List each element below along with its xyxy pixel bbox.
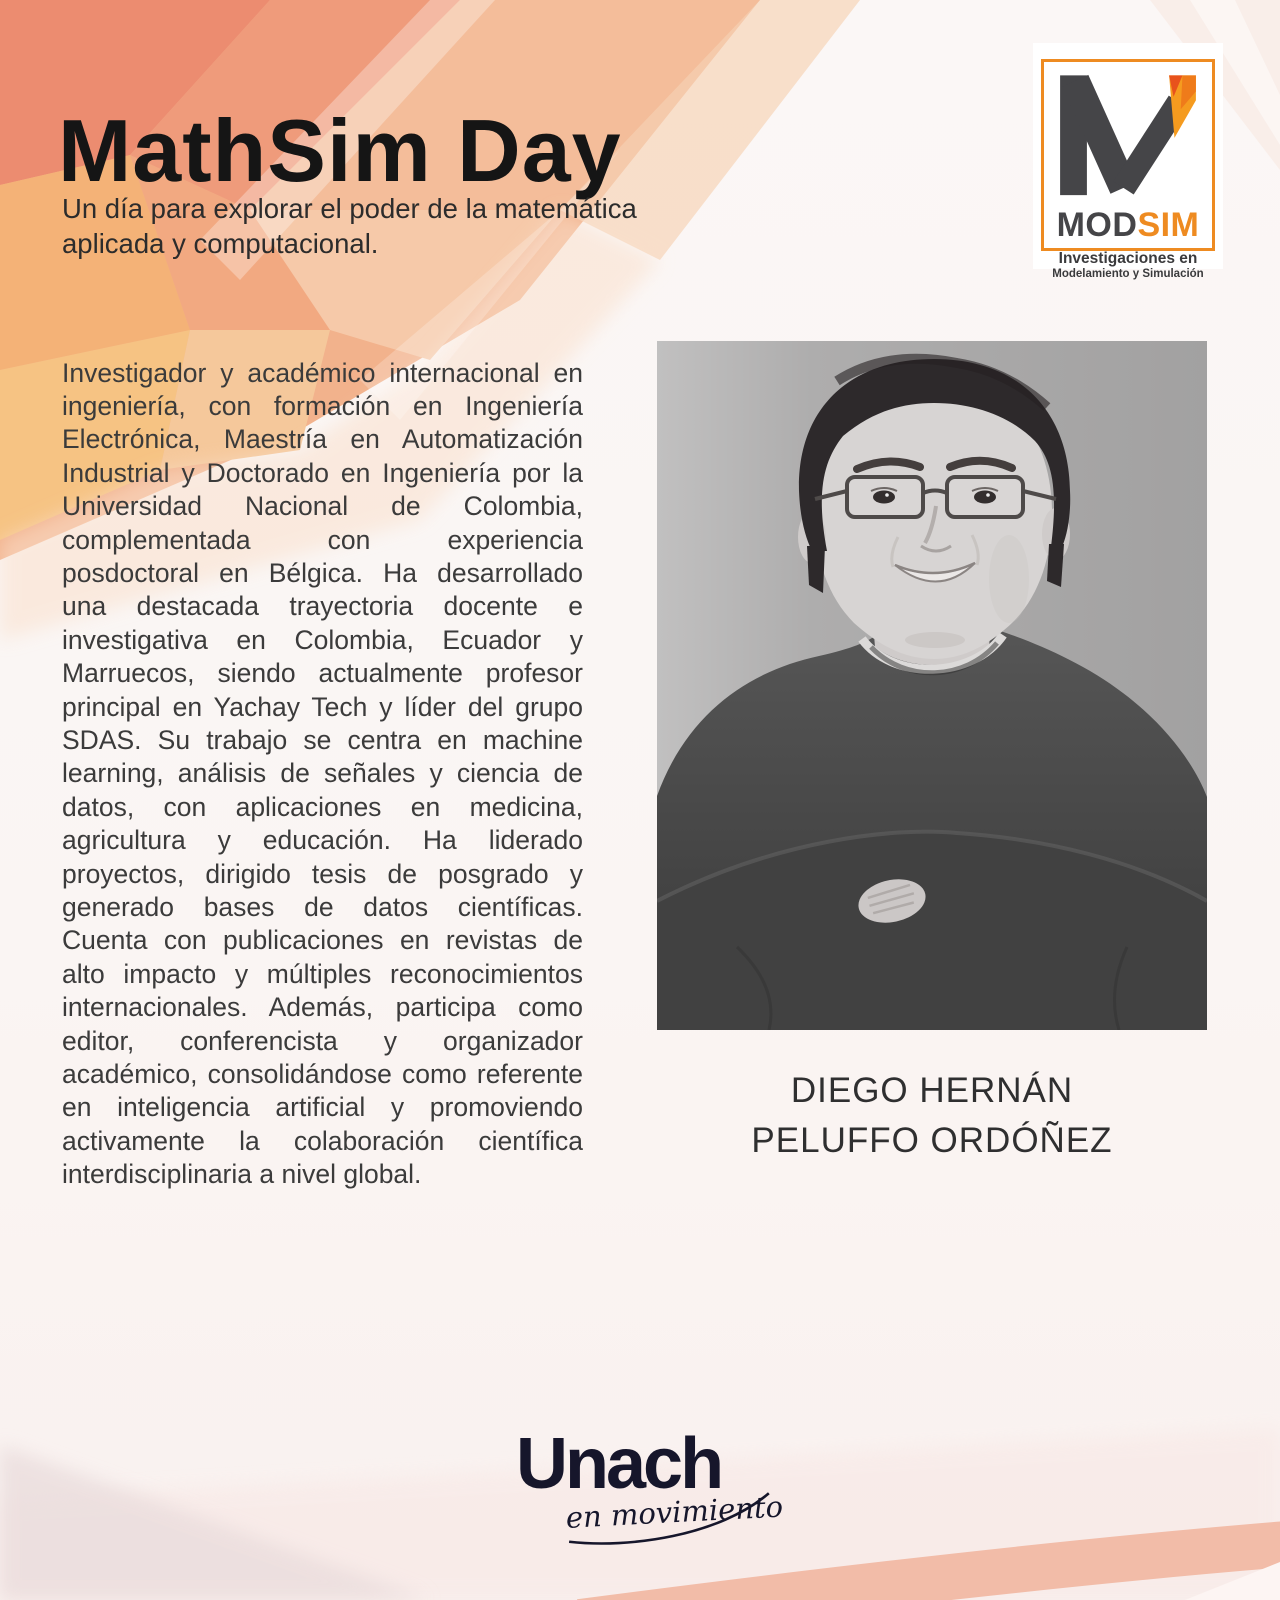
modsim-tagline-line2: Modelamiento y Simulación xyxy=(1052,268,1204,280)
modsim-wordmark xyxy=(1044,208,1212,242)
speaker-bio: Investigador y académico internacional en ingeniería, con formación en Ingeniería Electrónica, Maestría en Automatización Industrial y Doctorado en Ingeniería por la Universidad Nacional de Colombia, complementada con experiencia posdoctoral en Bélgica. Ha desarrollado una destacada trayectoria docente e investigativa en Colombia, Ecuador y Marruecos, siendo actualmente profesor principal en Yachay Tech y líder del grupo SDAS. Su trabajo se centra en machine learning, análisis de señales y ciencia de datos, con aplicaciones en medicina, agricultura y educación. Ha liderado proyectos, dirigido tesis de posgrado y generado bases de datos científicas. Cuenta con publicaciones en revistas de alto impacto y múltiples reconocimientos internacionales. Además, participa como editor, conferencista y organizador académico, consolidándose como referente en inteligencia artificial y promoviendo activamente la colaboración científica interdisciplinaria a nivel global. xyxy=(62,357,583,1190)
modsim-m-icon xyxy=(1050,70,1206,204)
unach-logo xyxy=(516,1424,836,1558)
speaker-name-line2: PELUFFO ORDÓÑEZ xyxy=(751,1121,1113,1160)
page-title: MathSim Day xyxy=(58,100,622,200)
unach-tagline-text: en movimiento xyxy=(564,1489,784,1535)
unach-tagline-script xyxy=(558,1488,798,1554)
speaker-name-line1: DIEGO HERNÁN xyxy=(790,1071,1074,1110)
speaker-portrait-illustration xyxy=(657,341,1207,1030)
unach-wordmark: Unach xyxy=(516,1424,722,1504)
modsim-tagline-line1: Investigaciones en xyxy=(1058,250,1198,267)
modsim-logo-frame xyxy=(1041,59,1215,251)
page-subtitle: Un día para explorar el poder de la matemática aplicada y computacional. xyxy=(62,192,637,260)
modsim-wordmark-sim: SIM xyxy=(1137,206,1200,244)
modsim-wordmark-mod: MOD xyxy=(1056,206,1138,244)
speaker-photo xyxy=(657,341,1207,1030)
modsim-logo xyxy=(1033,43,1223,280)
speaker-name xyxy=(657,1066,1207,1166)
